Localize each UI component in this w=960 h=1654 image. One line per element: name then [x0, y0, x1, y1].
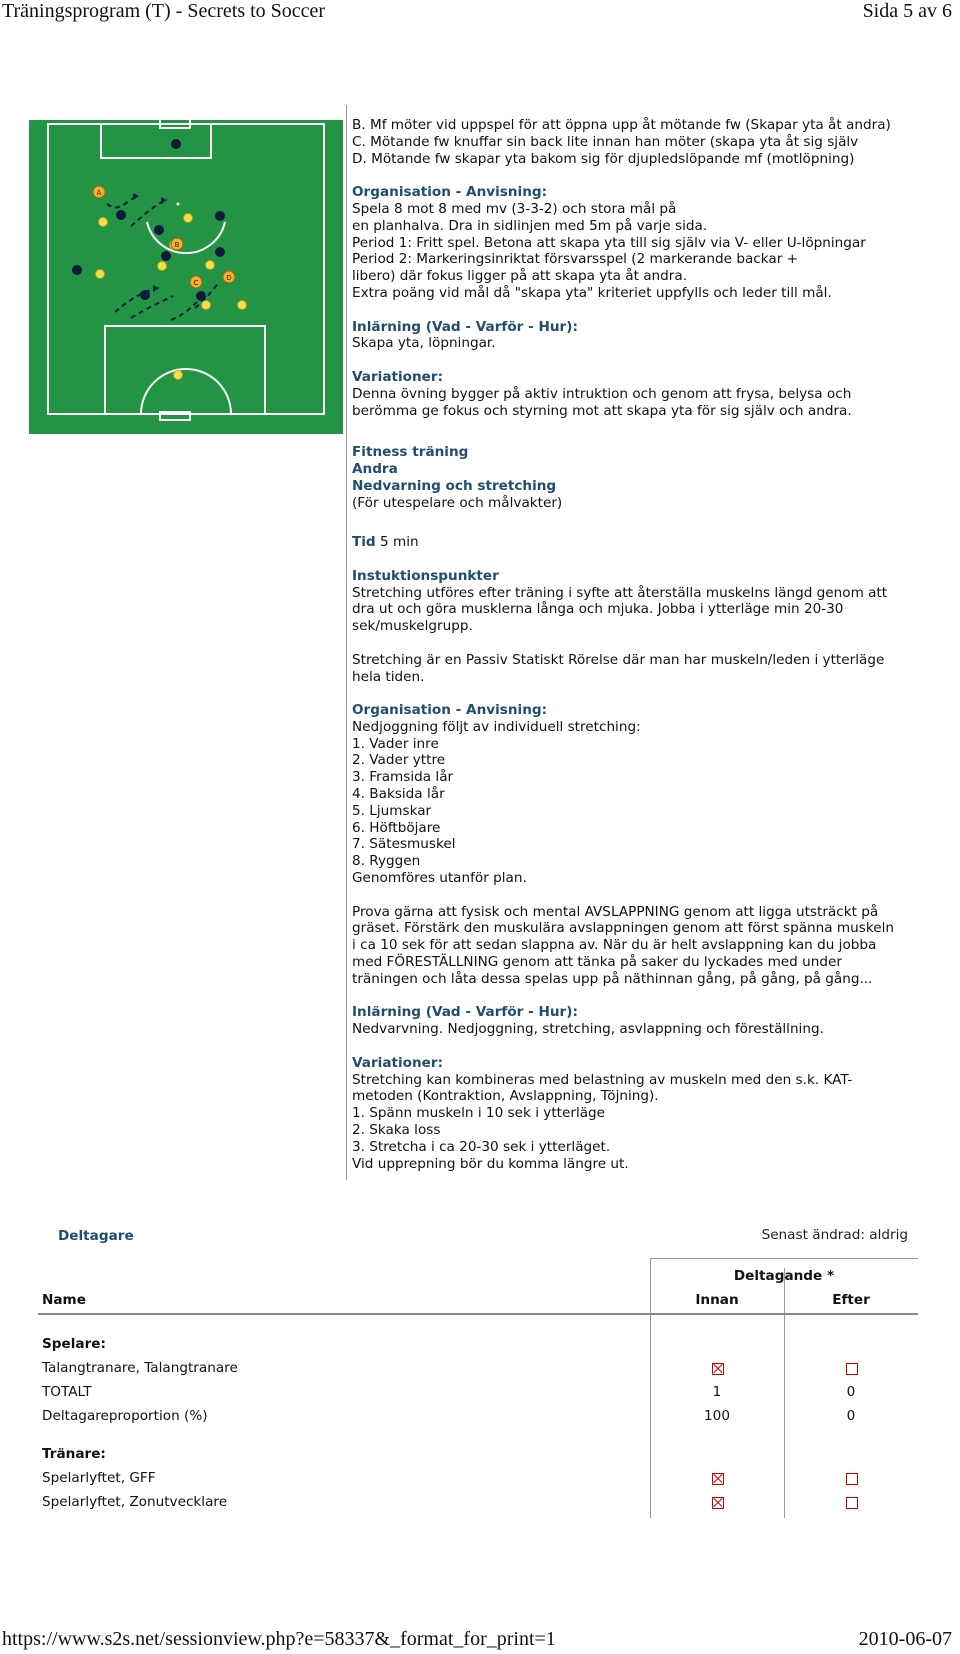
- ex1-org-line: Extra poäng vid mål då "skapa yta" kriteriet uppfylls och leder till mål.: [352, 284, 832, 301]
- ex2-time-label: Tid: [352, 534, 376, 551]
- ex1-line: B. Mf möter vid uppspel för att öppna upp åt mötande fw (Skapar yta åt andra): [352, 117, 891, 133]
- ex2-time-value: 5 min: [380, 534, 419, 551]
- ex2-instr-line: dra ut och göra musklerna långa och mjuka. Jobba i ytterläge min 20-30: [352, 601, 844, 618]
- ex2-var-line: metoden (Kontraktion, Avslappning, Töjning).: [352, 1088, 659, 1105]
- ex1-line: D. Mötande fw skapar yta bakom sig för djupledslöpande mf (motlöpning): [352, 150, 855, 167]
- ex2-org-line: Nedjoggning följt av individuell stretching:: [352, 718, 641, 735]
- marker-label-a: A: [96, 189, 102, 197]
- table-row: [38, 1360, 918, 1382]
- header-title: Träningsprogram (T) - Secrets to Soccer: [2, 0, 326, 22]
- participation-header: Deltagande *: [733, 1268, 835, 1284]
- ex2-instr2-line: Stretching är en Passiv Statiskt Rörelse där man har muskeln/leden i ytterläge: [352, 651, 885, 668]
- ex2-time: [352, 534, 952, 551]
- ex2-var-line: Stretching kan kombineras med belastning av muskeln med den s.k. KAT-: [352, 1071, 853, 1088]
- ex1-org-line: Period 1: Fritt spel. Betona att skapa yta till sig själv via V- eller U-löpningar: [352, 234, 866, 251]
- ex2-instr2-line: hela tiden.: [352, 668, 425, 685]
- ex2-learn-text: Nedvarvning. Nedjoggning, stretching, asvlappning och föreställning.: [352, 1021, 824, 1038]
- checkbox-before-checked[interactable]: [712, 1497, 724, 1509]
- ex2-org-line: 4. Baksida lår: [352, 786, 445, 803]
- ex1-org-line: Spela 8 mot 8 med mv (3-3-2) och stora mål på: [352, 200, 677, 217]
- ex1-learn-text: Skapa yta, löpningar.: [352, 335, 496, 352]
- soccer-pitch-image: [29, 120, 343, 434]
- col-before-header: Innan: [695, 1292, 739, 1308]
- ex1-org-line: en planhalva. Dra in sidlinjen med 5m på varje sida.: [352, 217, 708, 234]
- last-modified: Senast ändrad: aldrig: [761, 1227, 908, 1243]
- ex2-instr-line: sek/muskelgrupp.: [352, 618, 473, 635]
- ex2-relax-line: gräset. Förstärk den muskulära avslappningen genom att först spänna muskeln: [352, 920, 895, 937]
- participants-title: Deltagare: [58, 1228, 134, 1244]
- section-players-label: Spelare:: [42, 1336, 106, 1352]
- ex1-org-line: Period 2: Markeringsinriktat försvarsspel (2 markerande backar +: [352, 251, 799, 268]
- ex2-org-line: 3. Framsida lår: [352, 769, 454, 786]
- ex2-org-label: Organisation - Anvisning:: [352, 702, 548, 719]
- col-after-header: Efter: [832, 1292, 870, 1308]
- table-row: [38, 1408, 918, 1430]
- col-name-header: Name: [42, 1292, 86, 1308]
- ex1-learn-label: Inlärning (Vad - Varför - Hur):: [352, 318, 578, 335]
- participant-name: Spelarlyftet, Zonutvecklare: [42, 1494, 228, 1510]
- total-label: TOTALT: [42, 1384, 92, 1400]
- ex1-var-label: Variationer:: [352, 368, 444, 385]
- header-page-number: Sida 5 av 6: [862, 0, 952, 22]
- checkbox-after-unchecked[interactable]: [846, 1497, 858, 1509]
- checkbox-after-unchecked[interactable]: [846, 1473, 858, 1485]
- ex2-org-line: 6. Höftböjare: [352, 819, 441, 836]
- ex2-org-line: 1. Vader inre: [352, 735, 439, 752]
- section-coaches-label: Tränare:: [42, 1446, 106, 1462]
- ex2-sub: Andra: [352, 460, 398, 477]
- ex1-var-line: berömma ge fokus och styrning mot att skapa yta för sig själv och andra.: [352, 402, 852, 419]
- ex2-relax-line: Prova gärna att fysisk och mental AVSLAPPNING genom att ligga utsträckt på: [352, 903, 879, 920]
- ex2-relax-line: i ca 10 sek för att sedan slappna av. När du är helt avslappning kan du jobba: [352, 937, 877, 954]
- ex2-org-line: 8. Ryggen: [352, 853, 421, 870]
- marker-label-d: D: [226, 274, 232, 282]
- ex2-var-line: 2. Skaka loss: [352, 1122, 441, 1139]
- proportion-after: 0: [846, 1408, 856, 1424]
- footer-url[interactable]: https://www.s2s.net/sessionview.php?e=58337&_format_for_print=1: [2, 1628, 556, 1650]
- table-row: [38, 1384, 918, 1406]
- ex1-org-line: libero) där fokus ligger på att skapa yta åt andra.: [352, 268, 688, 285]
- total-after: 0: [846, 1384, 856, 1400]
- ex2-learn-label: Inlärning (Vad - Varför - Hur):: [352, 1004, 578, 1021]
- ex2-relax-line: träningen och låta dessa spelas upp på näthinnan gång, på gång, på gång...: [352, 970, 873, 987]
- field-diagram: [29, 120, 343, 434]
- ex2-org-line: 2. Vader yttre: [352, 752, 446, 769]
- page-header: [0, 0, 960, 26]
- ex2-note: (För utespelare och målvakter): [352, 494, 563, 511]
- ex2-instr-label: Instuktionspunkter: [352, 567, 499, 584]
- footer-date: 2010-06-07: [858, 1628, 952, 1650]
- marker-label-c: C: [193, 279, 199, 287]
- checkbox-before-checked[interactable]: [712, 1473, 724, 1485]
- ex2-category: Fitness träning: [352, 444, 469, 461]
- ex2-org-line: 7. Sätesmuskel: [352, 836, 456, 853]
- ex1-var-line: Denna övning bygger på aktiv intruktion och genom att frysa, belysa och: [352, 385, 852, 402]
- ex2-instr-line: Stretching utföres efter träning i syfte att återställa muskelns längd genom att: [352, 584, 888, 601]
- ex1-line: C. Mötande fw knuffar sin back lite innan han möter (skapa yta åt sig själv: [352, 133, 859, 150]
- ex2-var-line: 1. Spänn muskeln i 10 sek i ytterläge: [352, 1105, 606, 1122]
- ex2-var-label: Variationer:: [352, 1054, 444, 1071]
- proportion-label: Deltagareproportion (%): [42, 1408, 208, 1424]
- ex2-title: Nedvarning och stretching: [352, 477, 557, 494]
- ex2-var-line: 3. Stretcha i ca 20-30 sek i ytterläget.: [352, 1138, 611, 1155]
- checkbox-after-unchecked[interactable]: [846, 1363, 858, 1375]
- participant-name: Spelarlyftet, GFF: [42, 1470, 156, 1486]
- marker-label-b: B: [174, 241, 180, 249]
- table-row: [38, 1494, 918, 1516]
- ex2-var-line: Vid upprepning bör du komma längre ut.: [352, 1155, 629, 1172]
- ex1-org-label: Organisation - Anvisning:: [352, 184, 548, 201]
- ex2-relax-line: med FÖRESTÄLLNING genom att tänka på saker du lyckades med under: [352, 954, 842, 971]
- participant-name: Talangtranare, Talangtranare: [42, 1360, 238, 1376]
- proportion-before: 100: [704, 1408, 730, 1424]
- session-content: [352, 117, 952, 1172]
- total-before: 1: [712, 1384, 722, 1400]
- ex2-org-line: 5. Ljumskar: [352, 802, 432, 819]
- column-divider: [346, 105, 347, 1180]
- page-footer: [0, 1628, 960, 1652]
- table-row: [38, 1470, 918, 1492]
- checkbox-before-checked[interactable]: [712, 1363, 724, 1375]
- ex2-org-line: Genomföres utanför plan.: [352, 870, 527, 887]
